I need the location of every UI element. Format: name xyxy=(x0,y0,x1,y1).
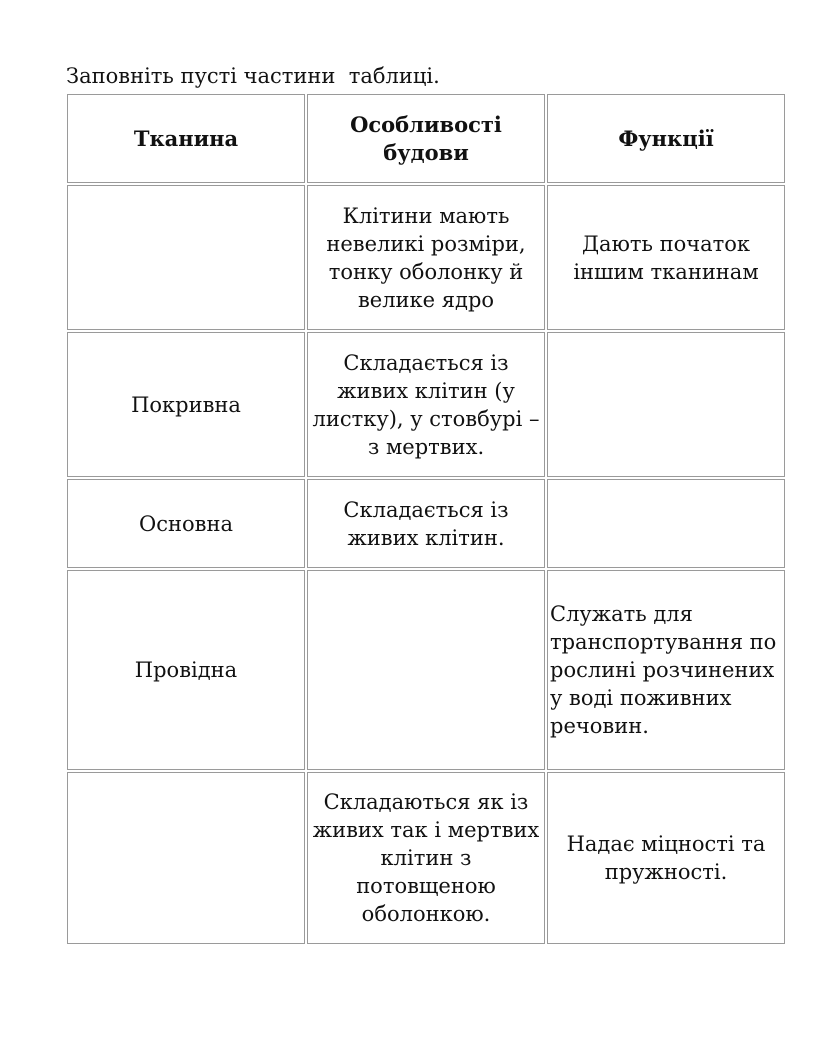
header-functions: Функції xyxy=(547,94,785,183)
cell-structure: Складається із живих клітин (у листку), у стовбурі – з мертвих. xyxy=(307,332,545,477)
cell-tissue: Провідна xyxy=(67,570,305,770)
header-structure-label: Особливості будови xyxy=(350,111,502,165)
cell-structure: Складаються як із живих так і мертвих клітин з потовщеною оболонкою. xyxy=(307,772,545,944)
cell-structure-text: Складається із живих клітин. xyxy=(343,497,509,550)
table-header-row xyxy=(67,94,785,183)
cell-structure xyxy=(307,479,545,568)
cell-tissue[interactable] xyxy=(67,185,305,330)
cell-function: Дають початок іншим тканинам xyxy=(547,185,785,330)
table-row xyxy=(67,185,785,330)
cell-function: Служать для транспортування по рослині розчинених у воді поживних речовин. xyxy=(547,570,785,770)
tissue-table xyxy=(65,92,787,946)
cell-tissue: Основна xyxy=(67,479,305,568)
table-row xyxy=(67,332,785,477)
table-row xyxy=(67,772,785,944)
table-row xyxy=(67,570,785,770)
cell-structure: Клітини мають невеликі розміри, тонку оболонку й велике ядро xyxy=(307,185,545,330)
cell-function[interactable] xyxy=(547,479,785,568)
instruction-text: Заповніть пусті частини таблиці. xyxy=(66,64,440,88)
cell-structure[interactable] xyxy=(307,570,545,770)
cell-tissue[interactable] xyxy=(67,772,305,944)
header-tissue: Тканина xyxy=(67,94,305,183)
header-structure xyxy=(307,94,545,183)
cell-tissue: Покривна xyxy=(67,332,305,477)
cell-function: Надає міцності та пружності. xyxy=(547,772,785,944)
table-row xyxy=(67,479,785,568)
cell-function[interactable] xyxy=(547,332,785,477)
